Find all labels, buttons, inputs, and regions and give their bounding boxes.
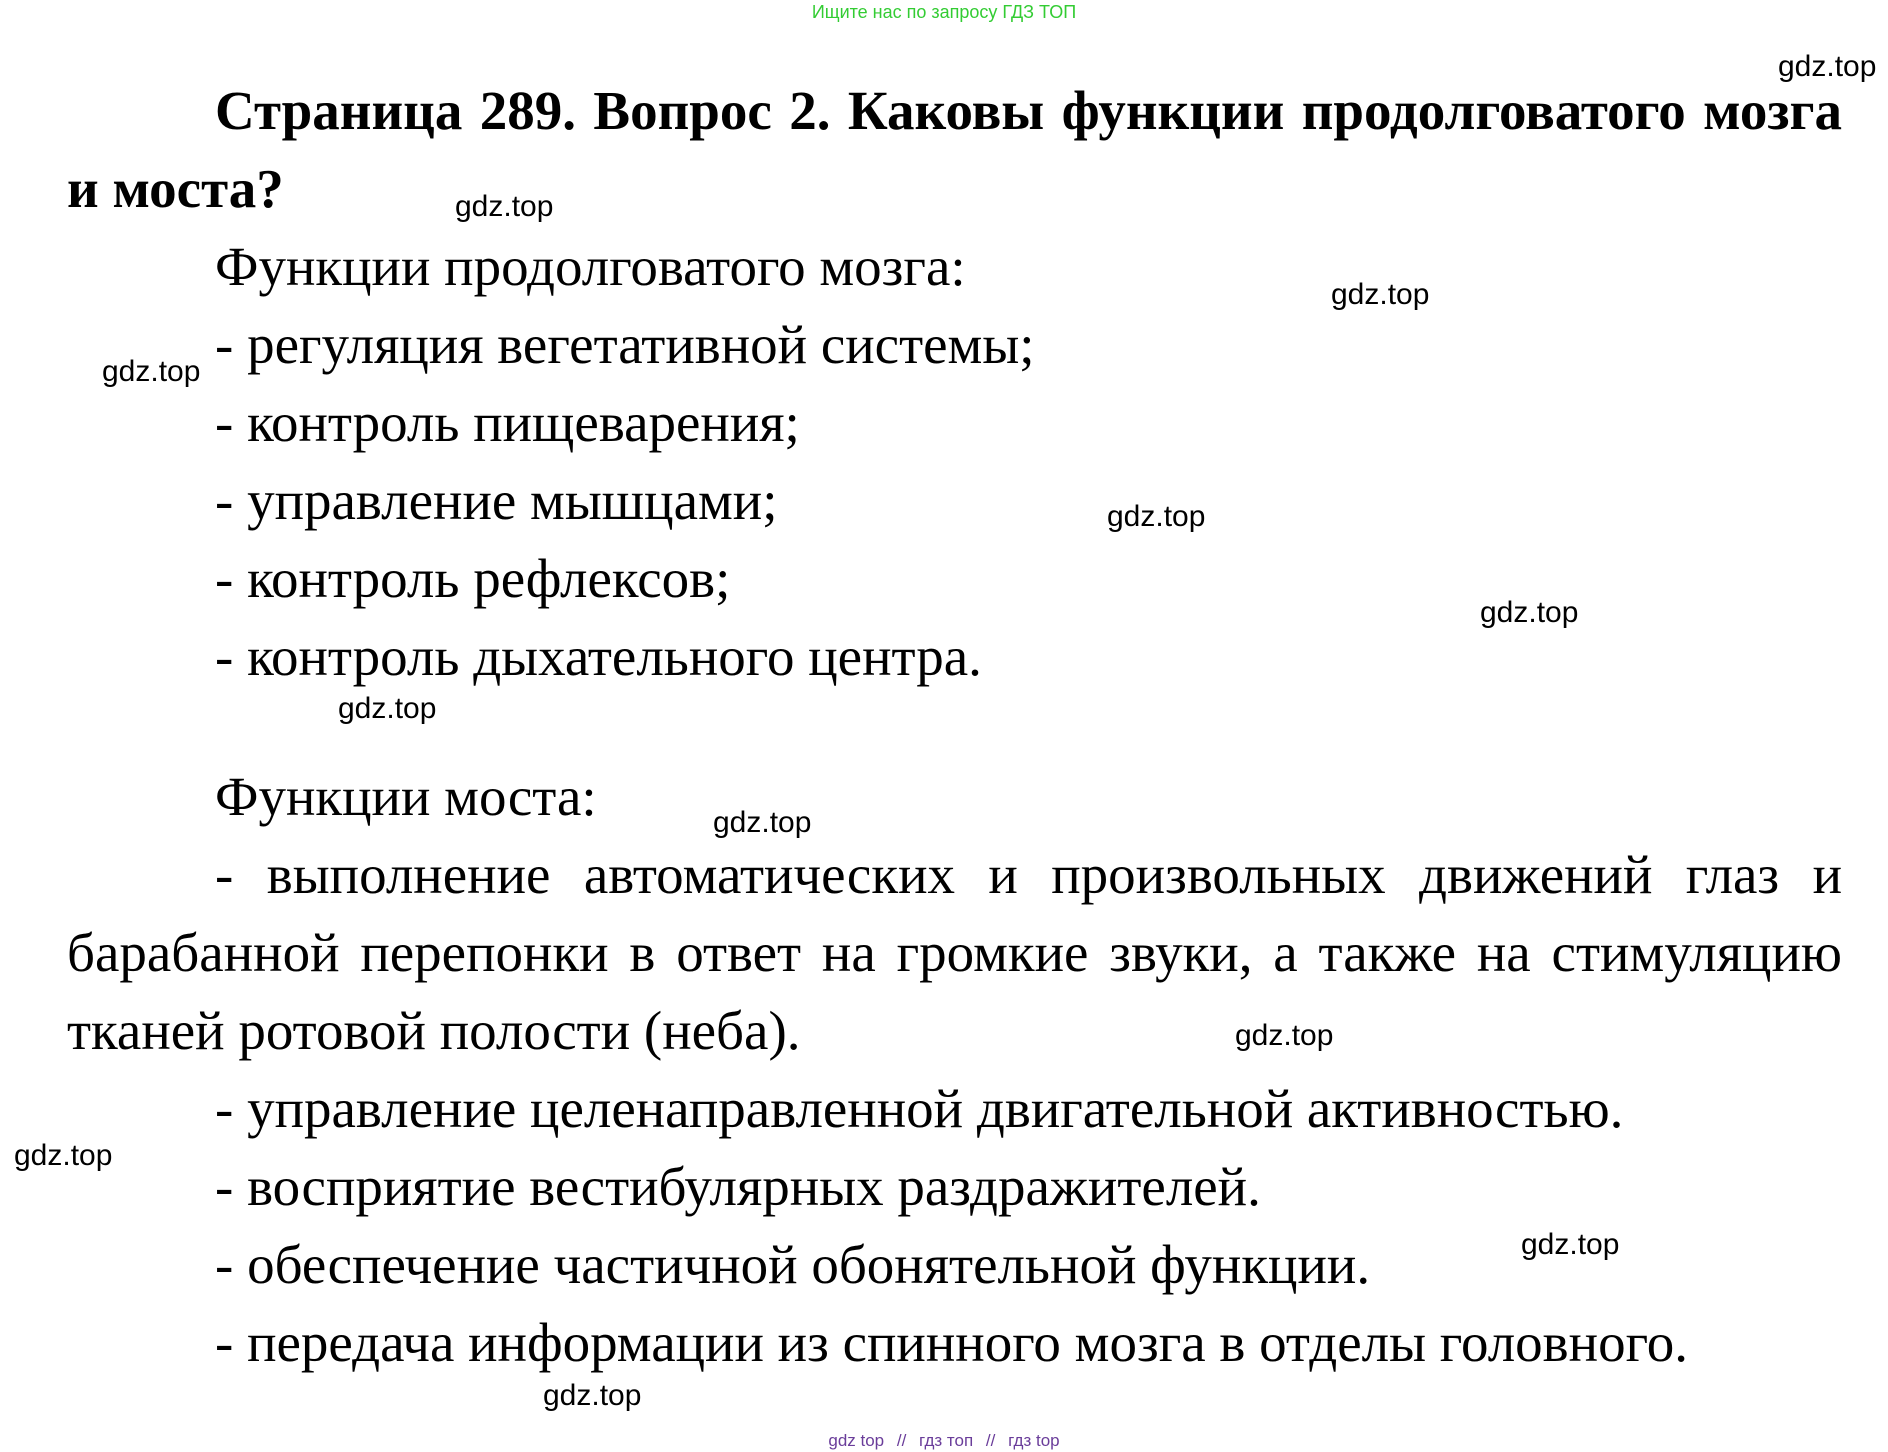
bottom-separator: // [896,1431,907,1450]
bottom-link-gdz-top-ru[interactable]: гдз топ [919,1431,974,1450]
watermark: gdz.top [1480,596,1579,629]
watermark: gdz.top [1521,1228,1620,1261]
list-item: - управление мышцами; [215,470,778,531]
list-item: - регуляция вегетативной системы; [215,314,1035,375]
bottom-link-gdz-top[interactable]: gdz top [828,1431,885,1450]
list-item: - обеспечение частичной обонятельной функции. [215,1234,1371,1295]
list-item: - контроль рефлексов; [215,548,731,609]
watermark: gdz.top [1107,500,1206,533]
watermark: gdz.top [455,190,554,223]
watermark: gdz.top [14,1139,113,1172]
list-item: - управление целенаправленной двигательной активностью. [215,1078,1624,1139]
section-heading-pons: Функции моста: [215,766,597,827]
watermark: gdz.top [543,1379,642,1412]
document-body [67,72,1842,1382]
list-item: - выполнение автоматических и произвольных движений глаз и барабанной перепонки в ответ на громкие звуки, а также на стимуляцию тканей ротовой полости (неба). [67,844,1842,1061]
list-item: - восприятие вестибулярных раздражителей. [215,1156,1261,1217]
section-spacer [67,696,1842,758]
watermark: gdz.top [713,806,812,839]
watermark: gdz.top [1778,50,1877,83]
watermark: gdz.top [1331,278,1430,311]
question-title: Страница 289. Вопрос 2. Каковы функции продолговатого мозга и моста? [67,80,1842,219]
list-item: - передача информации из спинного мозга в отделы головного. [215,1312,1689,1373]
bottom-separator: // [985,1431,996,1450]
section-heading-medulla: Функции продолговатого мозга: [215,236,966,297]
bottom-banner [0,1430,1888,1452]
watermark: gdz.top [1235,1019,1334,1052]
watermark: gdz.top [102,355,201,388]
watermark: gdz.top [338,692,437,725]
bottom-link-gdz-top-mixed[interactable]: гдз top [1008,1431,1060,1450]
list-item: - контроль пищеварения; [215,392,800,453]
list-item: - контроль дыхательного центра. [215,626,982,687]
top-banner: Ищите нас по запросу ГДЗ ТОП [811,2,1077,22]
